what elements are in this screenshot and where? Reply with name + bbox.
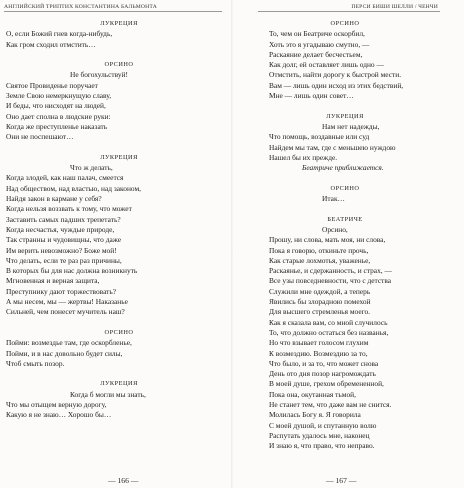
verse-line: День ото дня позор нагромождать [269,369,376,379]
verse-line: И знаю я, что право, что неправо. [269,441,375,451]
verse-line: Пойми, и в нас довольно будет силы, [6,348,123,358]
verse-line: Как долг, ей оставляет лишь одно — [269,60,384,70]
right-page [232,0,464,488]
verse-line: Раскаяние делает бесчестьем, [269,49,363,59]
verse-line: Оно дает сполна в людские руки: [6,111,111,121]
verse-line: Земле Свою немеркнущую славу, [6,91,112,101]
speaker-name: ОРСИНО [330,20,360,27]
verse-line: Когда нельзя воззвать к тому, что может [6,204,132,214]
verse-line: Найдем мы там, где с меньшею нуждою [269,142,396,152]
verse-line: Так странны и чудовищны, что даже [6,235,122,245]
verse-line: С моей душой, и спутанную волю [269,420,377,430]
stanza-gap [232,173,464,183]
text-block-left [0,19,232,421]
verse-line: Они не поспешают… [6,132,74,142]
verse-line: Для высшего стремленья моего. [269,307,371,317]
verse-line: Отмстить, найти дорогу к быстрой мести. [269,70,402,80]
verse-line: Что помощь, воздавные или суд [269,132,370,142]
stanza-gap [232,101,464,111]
verse-line: То, чем он Беатриче оскорбил, [269,29,365,39]
verse-line: То, что должно остаться без названья, [269,327,389,337]
verse-line: Раскаянье, и сдержанность, и страх, — [269,266,392,276]
speaker-name: ЛУКРЕЦИЯ [100,20,138,27]
verse-line: Какую я не знаю… Хорошо бы… [6,410,112,420]
page-number-left: — 166 — [108,476,139,485]
verse-line: Распутать удалось мне, наконец [269,430,370,440]
verse-line: В которых бы для нас должна возникнуть [6,266,138,276]
verse-line: Когда же преступленье наказать [6,121,108,131]
header-rule-left [4,11,222,12]
verse-line: Не станет тем, что даже вам не снится. [269,399,392,409]
verse-line: Хоть это я угадываю смутно, — [269,39,370,49]
verse-line: О, если Божий гнев когда-нибудь, [6,29,113,39]
verse-line-continued: Не богохульствуй! [70,70,128,80]
verse-line-continued: Орсино, [322,224,348,234]
verse-line: Нашел бы их прежде. [269,152,338,162]
speaker-name: ОРСИНО [104,61,134,69]
verse-line: Прошу, ни слова, мать моя, ни слова, [269,235,386,245]
stage-direction: Беатриче приближается. [302,163,384,173]
verse-line: Как я сказала вам, со мной случилось [269,317,388,327]
speaker-name: ЛУКРЕЦИЯ [100,153,138,161]
stanza-gap [0,369,232,379]
verse-line: Когда несчастья, чуждые природе, [6,224,115,234]
verse-line-continued: Нам нет надежды, [322,121,380,131]
verse-line: Как гром сходил отмстить… [6,39,96,49]
verse-line: Что делать, если те раз раз причины, [6,255,122,265]
verse-line-continued: Когда б могли мы знать, [70,389,146,399]
speaker-name: ОРСИНО [330,184,360,192]
verse-line: Когда злодей, как наш палач, смеется [6,173,124,183]
stanza-gap [232,204,464,214]
verse-line: Святое Провиденье поручает [6,80,98,90]
verse-line: Пока она, окутанная тьмой, [269,389,356,399]
verse-line: Что было, и за то, что может снова [269,358,379,368]
verse-line: Вам — лишь один исход из этих бедствий, [269,80,404,90]
verse-line: Чтоб смыть позор. [6,358,65,368]
verse-line-continued: Итак… [322,194,345,204]
verse-line: Им верить невозможно? Боже мой! [6,245,117,255]
text-block-right [232,19,464,451]
verse-line: Все узы повседневности, что с детства [269,276,392,286]
verse-line: В моей душе, грехом обремененной, [269,379,384,389]
verse-line: К возмездию. Возмездию за то, [269,348,368,358]
speaker-name: ЛУКРЕЦИЯ [326,112,364,120]
verse-line: Мгновенная и верная защита, [6,276,100,286]
verse-line: Молилась Богу я. Я говорила [269,410,361,420]
stanza-gap [0,143,232,153]
running-header-right: ПЕРСИ БИШИ ШЕЛЛИ / ЧЕНЧИ [351,4,438,10]
verse-line: Пока я говорю, откиньте прочь, [269,245,369,255]
verse-line: Над обществом, над властью, над законом, [6,183,142,193]
stanza-gap [0,318,232,328]
page-number-right: — 167 — [326,476,357,485]
running-header-left: АНГЛИЙСКИЙ ТРИПТИХ КОНСТАНТИНА БАЛЬМОНТА [4,4,157,10]
verse-line: А мы несем, мы — жертвы! Наказанье [6,297,128,307]
stanza-gap [0,50,232,60]
verse-line: Как старые лохмотья, уваженье, [269,255,371,265]
verse-line: Явились бы злорадною помехой [269,297,371,307]
verse-line: Мне — лишь один совет… [269,91,354,101]
verse-line: Но что взывает голосом глухим [269,338,369,348]
verse-line: Служили мне одеждой, а теперь [269,286,371,296]
speaker-name: ЛУКРЕЦИЯ [100,380,138,388]
verse-line-continued: Что ж делать, [70,163,113,173]
verse-line: Сильней, чем понесет мучитель наш? [6,307,125,317]
verse-line: Преступнику дают торжествовать? [6,286,117,296]
speaker-name: ОРСИНО [104,328,134,336]
verse-line: Заставить самых падших трепетать? [6,214,121,224]
header-rule-right [258,11,440,12]
verse-line: Что мы отыщем верную дорогу, [6,399,107,409]
verse-line: Пойми: возмездье там, где оскорбленье, [6,338,132,348]
speaker-name: БЕАТРИЧЕ [327,215,363,223]
verse-line: И беды, что нисходят на людей, [6,101,106,111]
verse-line: Найдя закон в кармане у себя? [6,194,102,204]
